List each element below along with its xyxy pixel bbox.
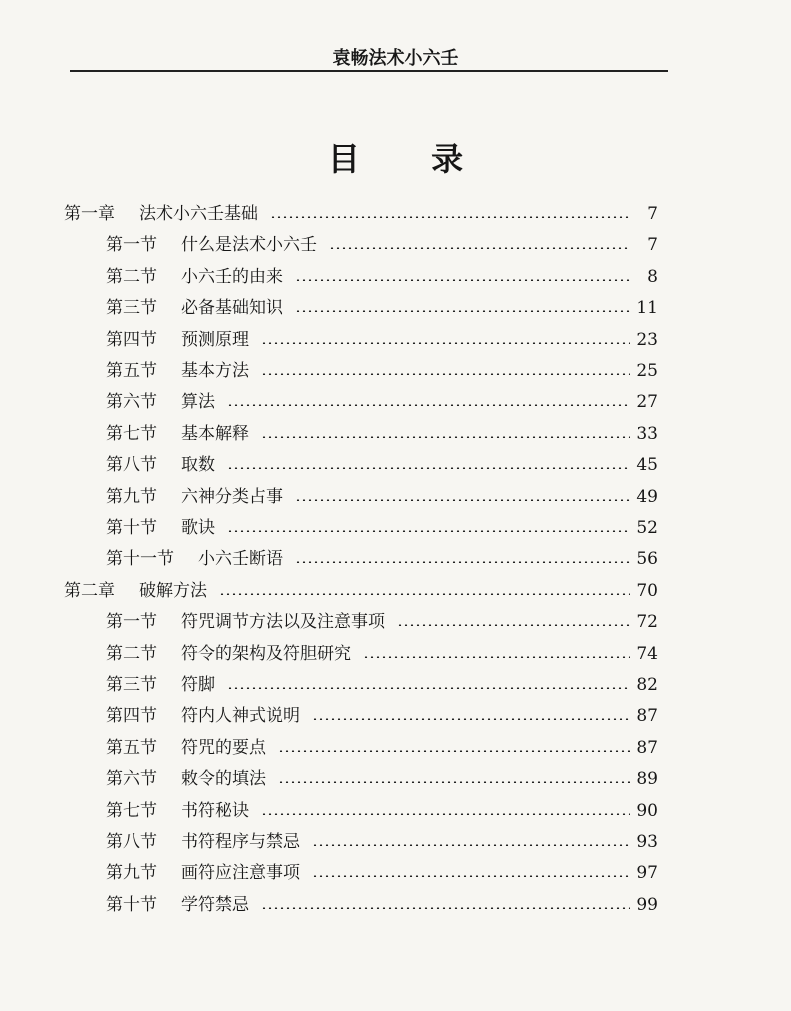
toc-entry-title: 取数	[181, 455, 215, 476]
toc-entry-title: 法术小六壬基础	[139, 204, 258, 224]
toc-entry-label: 第八节	[106, 832, 157, 852]
dot-leader	[270, 216, 630, 218]
toc-entry-title: 歌诀	[181, 518, 215, 538]
toc-entry-page-number: 90	[636, 800, 658, 821]
toc-entry-label: 第十一节	[106, 549, 174, 570]
dot-leader	[261, 342, 630, 344]
dot-leader	[227, 687, 630, 689]
dot-leader	[329, 247, 630, 249]
toc-entry-label: 第二节	[106, 266, 157, 287]
toc-entry-label: 第一节	[106, 235, 157, 256]
toc-entry-title: 敕令的填法	[181, 769, 266, 790]
toc-entry-page-number: 87	[636, 737, 658, 758]
toc-section-entry[interactable]	[106, 386, 658, 418]
toc-entry-title: 书符程序与禁忌	[181, 832, 300, 852]
toc-section-entry[interactable]	[106, 355, 658, 387]
dot-leader	[312, 875, 630, 877]
dot-leader	[278, 781, 630, 783]
toc-entry-title: 画符应注意事项	[181, 863, 300, 884]
toc-entry-label: 第六节	[106, 392, 157, 413]
toc-entry-page-number: 97	[636, 863, 658, 884]
toc-entry-title: 学符禁忌	[181, 894, 249, 915]
toc-entry-label: 第七节	[106, 423, 157, 444]
toc-section-entry[interactable]	[106, 512, 658, 544]
toc-chapter-entry[interactable]	[64, 575, 658, 607]
toc-entry-label: 第九节	[106, 486, 157, 507]
toc-entry-title: 符咒调节方法以及注意事项	[181, 612, 385, 633]
toc-entry-title: 基本解释	[181, 423, 249, 444]
toc-entry-page-number: 56	[636, 549, 658, 570]
toc-entry-label: 第三节	[106, 675, 157, 695]
toc-entry-title: 符脚	[181, 675, 215, 695]
toc-entry-page-number: 72	[636, 612, 658, 633]
toc-entry-label: 第八节	[106, 455, 157, 476]
toc-entry-page-number: 7	[647, 204, 658, 224]
toc-section-entry[interactable]	[106, 857, 658, 889]
toc-section-entry[interactable]	[106, 732, 658, 764]
toc-entry-page-number: 52	[636, 518, 658, 538]
toc-entry-label: 第一章	[64, 204, 115, 224]
toc-chapter-entry[interactable]	[64, 198, 658, 230]
dot-leader	[219, 593, 630, 595]
toc-entry-label: 第二节	[106, 643, 157, 664]
toc-section-entry[interactable]	[106, 826, 658, 858]
toc-entry-page-number: 7	[647, 235, 658, 256]
toc-entry-page-number: 87	[636, 706, 658, 727]
toc-section-entry[interactable]	[106, 481, 658, 513]
dot-leader	[295, 279, 630, 281]
toc-entry-page-number: 74	[636, 643, 658, 664]
header-rule	[70, 70, 668, 72]
toc-entry-label: 第三节	[106, 298, 157, 319]
toc-entry-label: 第四节	[106, 329, 157, 350]
toc-entry-title: 书符秘诀	[181, 800, 249, 821]
toc-entry-label: 第二章	[64, 580, 115, 601]
toc-section-entry[interactable]	[106, 229, 658, 261]
toc-entry-page-number: 49	[636, 486, 658, 507]
dot-leader	[363, 656, 630, 658]
toc-entry-page-number: 70	[636, 580, 658, 601]
toc-entry-page-number: 82	[636, 675, 658, 695]
toc-entry-title: 必备基础知识	[181, 298, 283, 319]
toc-entry-page-number: 23	[636, 329, 658, 350]
toc-entry-title: 破解方法	[139, 580, 207, 601]
toc-section-entry[interactable]	[106, 795, 658, 827]
toc-entry-label: 第十节	[106, 518, 157, 538]
dot-leader	[278, 750, 630, 752]
toc-section-entry[interactable]	[106, 292, 658, 324]
toc-entry-title: 小六壬断语	[198, 549, 283, 570]
toc-entry-label: 第九节	[106, 863, 157, 884]
dot-leader	[261, 436, 630, 438]
dot-leader	[227, 530, 630, 532]
toc-entry-page-number: 99	[636, 894, 658, 915]
toc-section-entry[interactable]	[106, 449, 658, 481]
toc-entry-label: 第四节	[106, 706, 157, 727]
toc-entry-title: 符咒的要点	[181, 737, 266, 758]
toc-entry-title: 符令的架构及符胆研究	[181, 643, 351, 664]
toc-section-entry[interactable]	[106, 418, 658, 450]
toc-entry-title: 算法	[181, 392, 215, 413]
dot-leader	[261, 813, 630, 815]
toc-entry-page-number: 45	[636, 455, 658, 476]
dot-leader	[261, 373, 630, 375]
toc-entry-page-number: 8	[647, 266, 658, 287]
dot-leader	[295, 561, 630, 563]
toc-entry-label: 第五节	[106, 361, 157, 381]
toc-entry-title: 小六壬的由来	[181, 266, 283, 287]
toc-section-entry[interactable]	[106, 889, 658, 921]
dot-leader	[397, 624, 630, 626]
dot-leader	[227, 404, 630, 406]
toc-entry-title: 什么是法术小六壬	[181, 235, 317, 256]
toc-entry-label: 第十节	[106, 894, 157, 915]
toc-entry-label: 第五节	[106, 737, 157, 758]
toc-entry-page-number: 27	[636, 392, 658, 413]
dot-leader	[261, 907, 630, 909]
toc-section-entry[interactable]	[106, 700, 658, 732]
dot-leader	[312, 844, 630, 846]
toc-entry-title: 符内人神式说明	[181, 706, 300, 727]
toc-entry-page-number: 11	[636, 298, 658, 319]
toc-section-entry[interactable]	[106, 324, 658, 356]
dot-leader	[295, 310, 630, 312]
toc-section-entry[interactable]	[106, 261, 658, 293]
toc-entry-title: 预测原理	[181, 329, 249, 350]
toc-section-entry[interactable]	[106, 606, 658, 638]
toc-entry-label: 第七节	[106, 800, 157, 821]
dot-leader	[227, 467, 630, 469]
toc-entry-label: 第一节	[106, 612, 157, 633]
dot-leader	[312, 718, 630, 720]
toc-entry-label: 第六节	[106, 769, 157, 790]
toc-heading: 目 录	[327, 140, 494, 178]
toc-entry-title: 基本方法	[181, 361, 249, 381]
toc-entry-page-number: 89	[636, 769, 658, 790]
toc-section-entry[interactable]	[106, 763, 658, 795]
dot-leader	[295, 499, 630, 501]
toc-section-entry[interactable]	[106, 543, 658, 575]
toc-entry-page-number: 25	[636, 361, 658, 381]
toc-entry-title: 六神分类占事	[181, 486, 283, 507]
toc-entry-page-number: 93	[636, 832, 658, 852]
toc-section-entry[interactable]	[106, 638, 658, 670]
running-header-title: 袁畅法术小六壬	[332, 48, 459, 69]
toc-section-entry[interactable]	[106, 669, 658, 701]
toc-entry-page-number: 33	[636, 423, 658, 444]
